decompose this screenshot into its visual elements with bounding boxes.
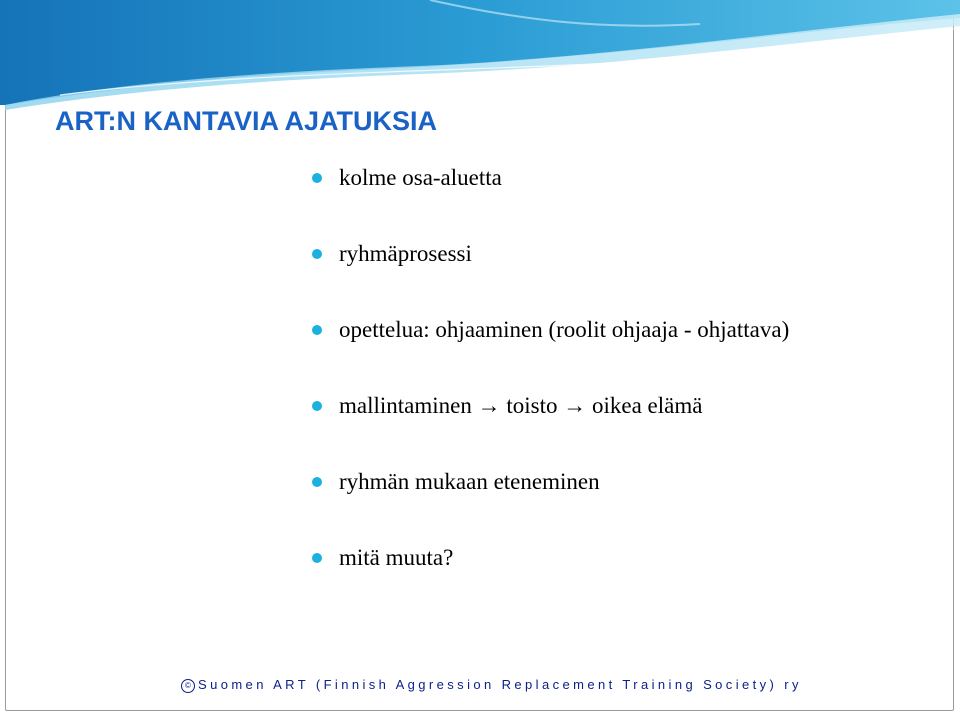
- bullet-text: kolme osa-aluetta: [339, 165, 502, 190]
- bullet-text: opettelua: ohjaaminen (roolit ohjaaja - ohjattava): [339, 317, 790, 342]
- bullet-text: ryhmäprosessi: [339, 241, 472, 266]
- bullet-dot-icon: [312, 173, 322, 183]
- bullet-text: mitä muuta?: [339, 545, 454, 570]
- bullet-text: mallintaminen → toisto → oikea elämä: [339, 393, 703, 418]
- footer-copyright: [181, 677, 802, 693]
- footer-text: Suomen ART (Finnish Aggression Replacement Training Society) ry: [198, 677, 802, 692]
- bullet-text: ryhmän mukaan eteneminen: [339, 469, 600, 494]
- bullet-dot-icon: [312, 477, 322, 487]
- bullet-dot-icon: [312, 249, 322, 259]
- copyright-icon: ©: [181, 679, 195, 693]
- bullet-dot-icon: [312, 401, 322, 411]
- bullet-dot-icon: [312, 553, 322, 563]
- header-wave-decoration: [0, 0, 960, 120]
- slide-title: ART:N KANTAVIA AJATUKSIA: [55, 106, 437, 136]
- bullet-dot-icon: [312, 325, 322, 335]
